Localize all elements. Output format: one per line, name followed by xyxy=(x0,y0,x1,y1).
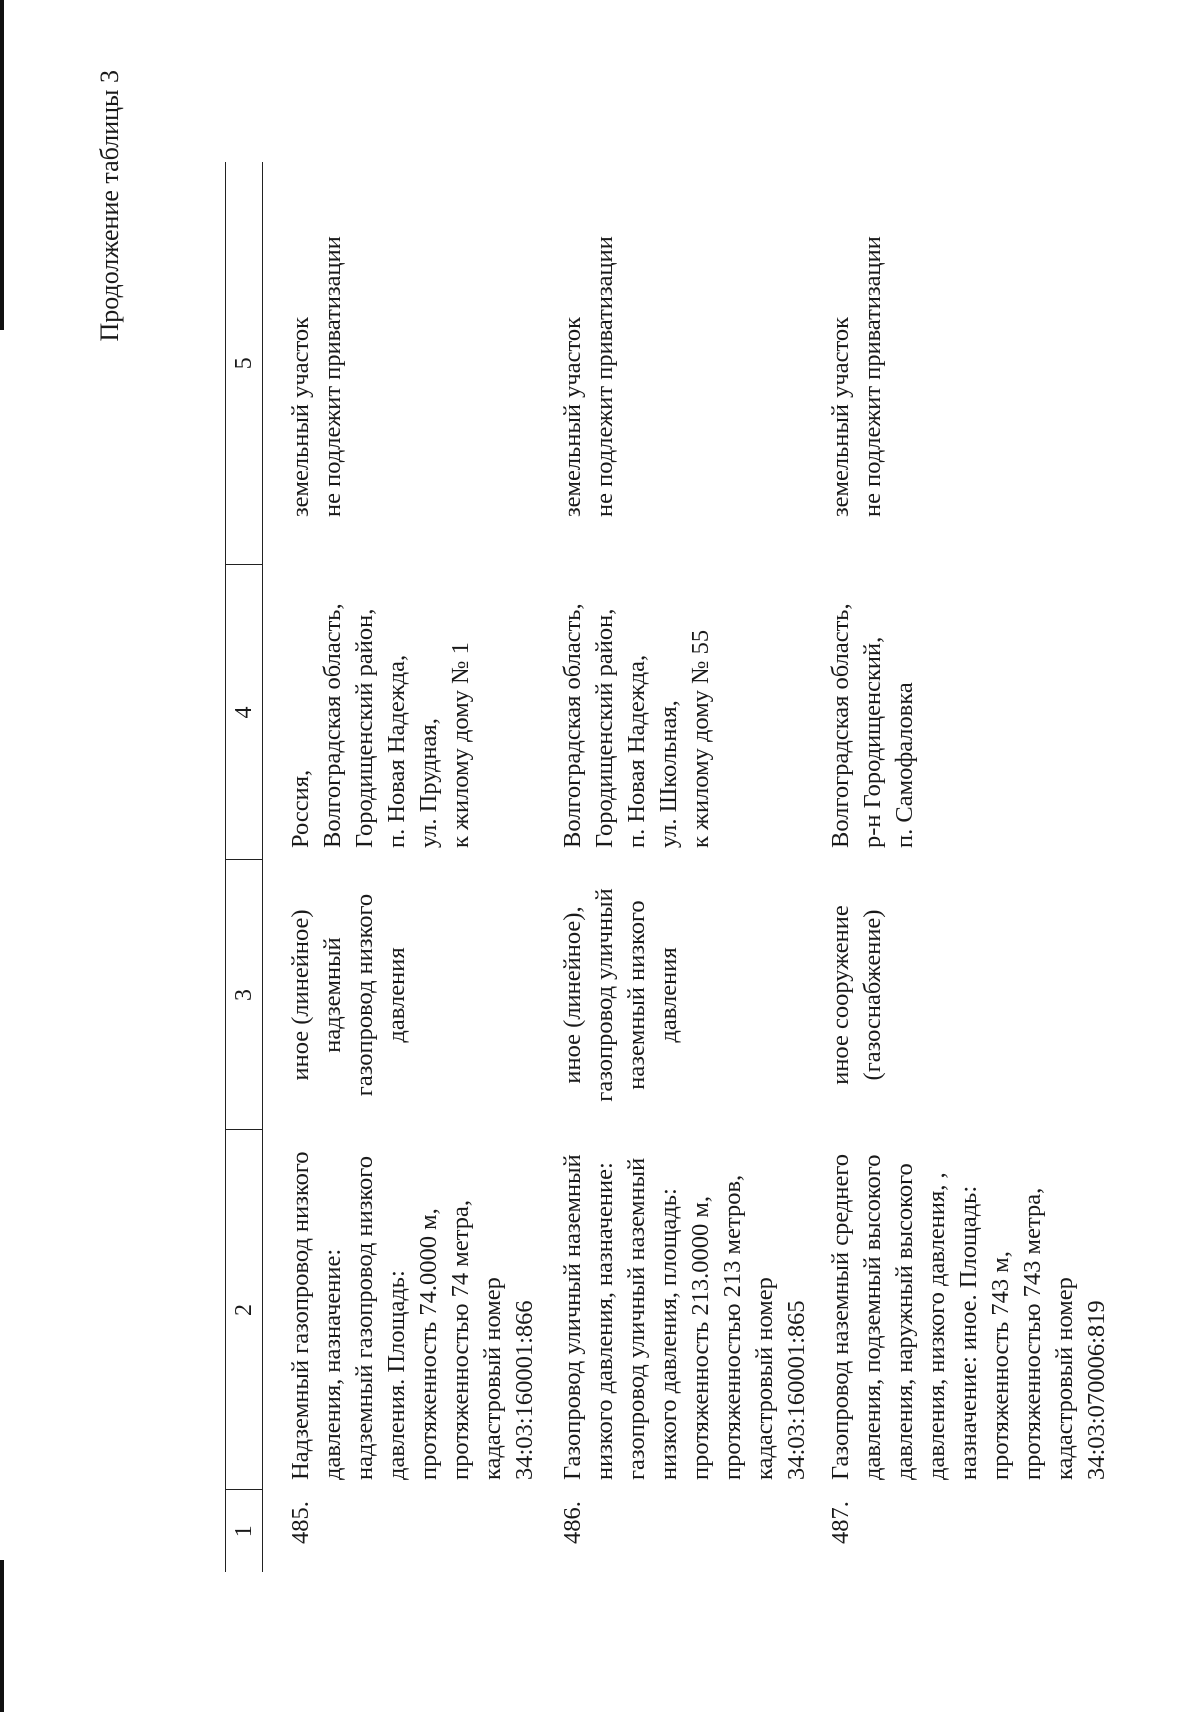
column-header-2: 2 xyxy=(226,1130,263,1490)
text-line: низкого давления, назначение: xyxy=(591,1162,618,1480)
text-line: иное (линейное), xyxy=(559,906,586,1084)
table-header-row xyxy=(226,162,263,1572)
text-line: Волгоградская область, xyxy=(319,603,346,848)
text-line: Газопровод наземный среднего xyxy=(827,1153,854,1480)
text-line: протяженностью 743 метра, xyxy=(1019,1187,1046,1480)
table-continuation-label: Продолжение таблицы 3 xyxy=(95,70,124,342)
text-line: 34:03:070006:819 xyxy=(1083,1300,1110,1480)
row-number: 486. xyxy=(559,1501,586,1544)
text-line: давления, наружный высокого xyxy=(891,1163,918,1480)
text-line: давления, подземный высокого xyxy=(859,1154,886,1480)
row-number: 485. xyxy=(287,1501,314,1544)
text-line: к жилому дому № 55 xyxy=(687,629,714,848)
address-cell xyxy=(543,565,813,860)
text-line: низкого давления, площадь: xyxy=(655,1188,682,1480)
text-line: Волгоградская область, xyxy=(827,603,854,848)
table-row xyxy=(543,162,813,1572)
object-name-cell xyxy=(813,1130,1113,1490)
text-line: давления xyxy=(383,947,410,1043)
text-line: Надземный газопровод низкого xyxy=(287,1151,314,1480)
column-header-3: 3 xyxy=(226,860,263,1130)
object-name-cell xyxy=(263,1130,544,1490)
column-header-4: 4 xyxy=(226,565,263,860)
text-line: п. Новая Надежда, xyxy=(623,654,650,848)
text-line: 34:03:160001:865 xyxy=(783,1300,810,1480)
text-line: земельный участок xyxy=(827,317,854,517)
text-line: кадастровый номер xyxy=(1051,1277,1078,1480)
text-line: ул. Школьная, xyxy=(655,700,682,848)
text-line: не подлежит приватизации xyxy=(319,236,346,517)
status-cell xyxy=(543,162,813,565)
text-line: (газоснабжение) xyxy=(859,909,886,1081)
text-line: кадастровый номер xyxy=(479,1277,506,1480)
object-kind-cell xyxy=(813,860,1113,1130)
text-line: Россия, xyxy=(287,769,314,848)
table-row xyxy=(813,162,1113,1572)
text-line: протяженность 743 м, xyxy=(987,1251,1014,1480)
text-line: Городищенский район, xyxy=(351,608,378,848)
text-line: протяженность 74.0000 м, xyxy=(415,1208,442,1480)
text-line: протяженность 213.0000 м, xyxy=(687,1195,714,1480)
text-line: давления xyxy=(655,947,682,1043)
object-kind-cell xyxy=(263,860,544,1130)
text-line: газопровод низкого xyxy=(351,893,378,1097)
text-line: давления, низкого давления, , xyxy=(923,1172,950,1480)
text-line: земельный участок xyxy=(559,317,586,517)
text-line: протяженностью 74 метра, xyxy=(447,1200,474,1480)
text-line: Городищенский район, xyxy=(591,608,618,848)
status-cell xyxy=(813,162,1113,565)
text-line: Газопровод уличный наземный xyxy=(559,1154,586,1480)
text-line: надземный xyxy=(319,937,346,1053)
text-line: р-н Городищенский, xyxy=(859,636,886,848)
text-line: не подлежит приватизации xyxy=(591,236,618,517)
text-line: надземный газопровод низкого xyxy=(351,1156,378,1480)
property-registry-table xyxy=(225,162,1113,1572)
text-line: давления, назначение: xyxy=(319,1248,346,1480)
text-line: давления. Площадь: xyxy=(383,1270,410,1480)
row-number: 487. xyxy=(827,1501,854,1544)
text-line: п. Самофаловка xyxy=(891,682,918,848)
object-kind-cell xyxy=(543,860,813,1130)
text-line: газопровод уличный xyxy=(591,888,618,1102)
text-line: иное (линейное) xyxy=(287,909,314,1081)
column-header-1: 1 xyxy=(226,1490,263,1572)
text-line: не подлежит приватизации xyxy=(859,236,886,517)
address-cell xyxy=(813,565,1113,860)
text-line: газопровод уличный наземный xyxy=(623,1157,650,1480)
text-line: ул. Прудная, xyxy=(415,718,442,848)
address-cell xyxy=(263,565,544,860)
table-row xyxy=(263,162,544,1572)
text-line: Волгоградская область, xyxy=(559,603,586,848)
text-line: 34:03:160001:866 xyxy=(511,1300,538,1480)
text-line: к жилому дому № 1 xyxy=(447,642,474,848)
text-line: земельный участок xyxy=(287,317,314,517)
text-line: иное сооружение xyxy=(827,905,854,1085)
text-line: наземный низкого xyxy=(623,900,650,1090)
object-name-cell xyxy=(543,1130,813,1490)
text-line: кадастровый номер xyxy=(751,1277,778,1480)
status-cell xyxy=(263,162,544,565)
column-header-5: 5 xyxy=(226,162,263,565)
text-line: протяженностью 213 метров, xyxy=(719,1174,746,1480)
text-line: п. Новая Надежда, xyxy=(383,654,410,848)
text-line: назначение: иное. Площадь: xyxy=(955,1185,982,1480)
